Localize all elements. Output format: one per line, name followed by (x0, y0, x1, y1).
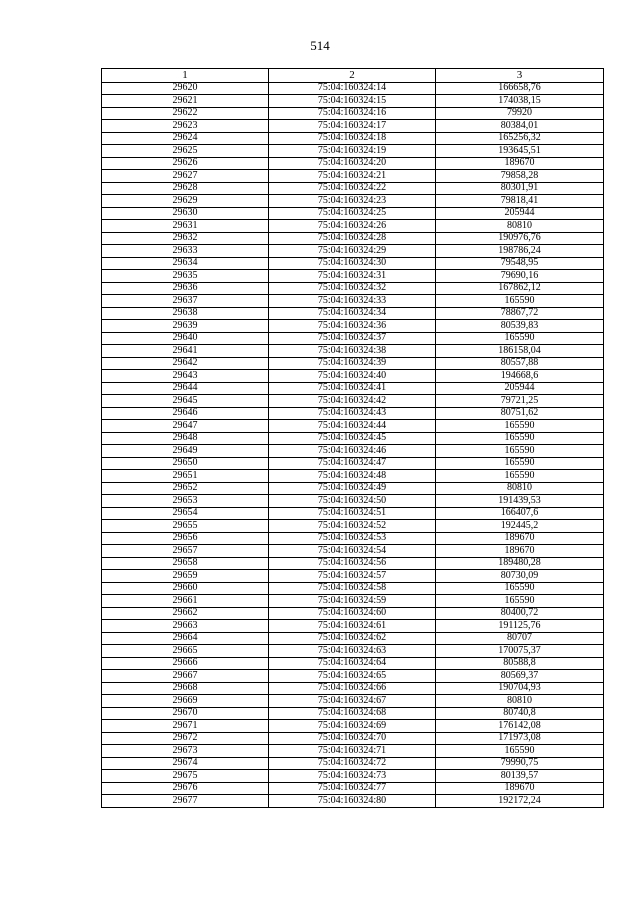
table-cell: 29645 (102, 395, 269, 408)
table-cell: 75:04:160324:41 (269, 382, 436, 395)
table-cell: 29632 (102, 232, 269, 245)
table-cell: 75:04:160324:38 (269, 345, 436, 358)
table-cell: 75:04:160324:48 (269, 470, 436, 483)
table-cell: 29664 (102, 632, 269, 645)
table-row (102, 507, 604, 520)
table-cell: 29661 (102, 595, 269, 608)
table-cell: 79858,28 (436, 170, 604, 183)
table-cell: 75:04:160324:53 (269, 532, 436, 545)
table-cell: 29628 (102, 182, 269, 195)
table-cell: 75:04:160324:73 (269, 770, 436, 783)
table-cell: 29646 (102, 407, 269, 420)
page-number: 514 (310, 38, 330, 53)
table-cell: 75:04:160324:22 (269, 182, 436, 195)
table-cell: 79990,75 (436, 757, 604, 770)
table-cell: 170075,37 (436, 645, 604, 658)
table-row (102, 107, 604, 120)
table-row (102, 357, 604, 370)
table-cell: 29624 (102, 132, 269, 145)
table-cell: 75:04:160324:34 (269, 307, 436, 320)
table-row (102, 232, 604, 245)
table-row (102, 632, 604, 645)
table-cell: 75:04:160324:60 (269, 607, 436, 620)
table-cell: 29643 (102, 370, 269, 383)
table-cell: 193645,51 (436, 145, 604, 158)
table-row (102, 270, 604, 283)
table-row (102, 120, 604, 133)
table-cell: 29633 (102, 245, 269, 258)
table-row (102, 757, 604, 770)
table-cell: 75:04:160324:66 (269, 682, 436, 695)
table-cell: 75:04:160324:19 (269, 145, 436, 158)
table-row (102, 670, 604, 683)
table-row (102, 395, 604, 408)
table-cell: 174038,15 (436, 95, 604, 108)
table-row (102, 570, 604, 583)
table-row (102, 770, 604, 783)
table-row (102, 482, 604, 495)
table-cell: 29621 (102, 95, 269, 108)
table-cell: 79721,25 (436, 395, 604, 408)
table-cell: 79548,95 (436, 257, 604, 270)
table-cell: 29653 (102, 495, 269, 508)
table-cell: 165590 (436, 470, 604, 483)
table-cell: 165256,32 (436, 132, 604, 145)
table-cell: 75:04:160324:46 (269, 445, 436, 458)
table-row (102, 470, 604, 483)
table-cell: 29626 (102, 157, 269, 170)
table-cell: 192172,24 (436, 795, 604, 808)
data-table (101, 68, 604, 808)
table-cell: 75:04:160324:47 (269, 457, 436, 470)
table-cell: 190704,93 (436, 682, 604, 695)
table-cell: 75:04:160324:77 (269, 782, 436, 795)
table-cell: 29670 (102, 707, 269, 720)
table-cell: 29671 (102, 720, 269, 733)
table-cell: 29622 (102, 107, 269, 120)
table-cell: 75:04:160324:42 (269, 395, 436, 408)
table-cell: 75:04:160324:70 (269, 732, 436, 745)
table-cell: 75:04:160324:68 (269, 707, 436, 720)
table-cell: 75:04:160324:58 (269, 582, 436, 595)
table-cell: 75:04:160324:30 (269, 257, 436, 270)
table-cell: 75:04:160324:28 (269, 232, 436, 245)
table-cell: 189670 (436, 545, 604, 558)
table-cell: 75:04:160324:25 (269, 207, 436, 220)
column-header: 3 (436, 69, 604, 83)
table-row (102, 82, 604, 95)
table-cell: 165590 (436, 457, 604, 470)
table-row (102, 145, 604, 158)
table-row (102, 95, 604, 108)
table-cell: 198786,24 (436, 245, 604, 258)
table-cell: 75:04:160324:17 (269, 120, 436, 133)
table-cell: 29649 (102, 445, 269, 458)
table-cell: 29666 (102, 657, 269, 670)
table-row (102, 220, 604, 233)
table-cell: 29644 (102, 382, 269, 395)
table-cell: 80384,01 (436, 120, 604, 133)
table-cell: 29676 (102, 782, 269, 795)
table-row (102, 720, 604, 733)
table-cell: 189670 (436, 782, 604, 795)
table-row (102, 132, 604, 145)
table-cell: 75:04:160324:62 (269, 632, 436, 645)
table-cell: 191439,53 (436, 495, 604, 508)
table-row (102, 582, 604, 595)
table-cell: 29648 (102, 432, 269, 445)
table-row (102, 370, 604, 383)
table-cell: 75:04:160324:16 (269, 107, 436, 120)
table-row (102, 432, 604, 445)
table-cell: 29674 (102, 757, 269, 770)
table-cell: 75:04:160324:18 (269, 132, 436, 145)
table-cell: 165590 (436, 420, 604, 433)
table-cell: 205944 (436, 207, 604, 220)
table-cell: 29667 (102, 670, 269, 683)
table-cell: 191125,76 (436, 620, 604, 633)
table-cell: 186158,04 (436, 345, 604, 358)
table-cell: 29623 (102, 120, 269, 133)
table-cell: 80588,8 (436, 657, 604, 670)
table-cell: 189670 (436, 532, 604, 545)
table-cell: 165590 (436, 445, 604, 458)
table-row (102, 607, 604, 620)
table-cell: 166658,76 (436, 82, 604, 95)
table-cell: 29634 (102, 257, 269, 270)
table-row (102, 595, 604, 608)
table-cell: 165590 (436, 432, 604, 445)
table-cell: 80810 (436, 220, 604, 233)
table-row (102, 195, 604, 208)
table-cell: 29650 (102, 457, 269, 470)
table-cell: 75:04:160324:65 (269, 670, 436, 683)
table-cell: 29659 (102, 570, 269, 583)
table-cell: 29658 (102, 557, 269, 570)
table-cell: 165590 (436, 295, 604, 308)
table-cell: 75:04:160324:44 (269, 420, 436, 433)
table-cell: 29668 (102, 682, 269, 695)
table-cell: 29673 (102, 745, 269, 758)
table-cell: 79690,16 (436, 270, 604, 283)
table-cell: 80730,09 (436, 570, 604, 583)
table-cell: 80810 (436, 482, 604, 495)
table-cell: 75:04:160324:21 (269, 170, 436, 183)
table-cell: 80740,8 (436, 707, 604, 720)
table-row (102, 445, 604, 458)
table-cell: 29630 (102, 207, 269, 220)
table-cell: 29660 (102, 582, 269, 595)
table-row (102, 782, 604, 795)
table-cell: 29657 (102, 545, 269, 558)
table-cell: 75:04:160324:67 (269, 695, 436, 708)
table-cell: 78867,72 (436, 307, 604, 320)
table-cell: 80139,57 (436, 770, 604, 783)
table-cell: 165590 (436, 745, 604, 758)
table-cell: 205944 (436, 382, 604, 395)
table-cell: 29655 (102, 520, 269, 533)
table-row (102, 307, 604, 320)
table-row (102, 245, 604, 258)
table-cell: 29672 (102, 732, 269, 745)
table-cell: 190976,76 (436, 232, 604, 245)
table-cell: 75:04:160324:64 (269, 657, 436, 670)
table-cell: 75:04:160324:29 (269, 245, 436, 258)
table-cell: 29642 (102, 357, 269, 370)
table-cell: 29635 (102, 270, 269, 283)
table-row (102, 282, 604, 295)
table-cell: 80569,37 (436, 670, 604, 683)
table-cell: 29638 (102, 307, 269, 320)
table-cell: 80539,83 (436, 320, 604, 333)
table-cell: 29665 (102, 645, 269, 658)
table-cell: 29639 (102, 320, 269, 333)
table-cell: 75:04:160324:26 (269, 220, 436, 233)
table-cell: 29625 (102, 145, 269, 158)
table-cell: 75:04:160324:50 (269, 495, 436, 508)
table-row (102, 257, 604, 270)
table-row (102, 295, 604, 308)
table-cell: 29656 (102, 532, 269, 545)
table-cell: 165590 (436, 332, 604, 345)
table-row (102, 320, 604, 333)
table-cell: 29636 (102, 282, 269, 295)
table-cell: 75:04:160324:20 (269, 157, 436, 170)
table-cell: 75:04:160324:52 (269, 520, 436, 533)
table-cell: 75:04:160324:71 (269, 745, 436, 758)
table-cell: 29631 (102, 220, 269, 233)
table-cell: 29629 (102, 195, 269, 208)
table-cell: 29620 (102, 82, 269, 95)
table-cell: 75:04:160324:39 (269, 357, 436, 370)
table-row (102, 345, 604, 358)
table-cell: 80810 (436, 695, 604, 708)
table-cell: 75:04:160324:80 (269, 795, 436, 808)
table-cell: 75:04:160324:43 (269, 407, 436, 420)
table-cell: 75:04:160324:32 (269, 282, 436, 295)
table-row (102, 532, 604, 545)
table-cell: 75:04:160324:31 (269, 270, 436, 283)
table-cell: 29677 (102, 795, 269, 808)
table-cell: 29651 (102, 470, 269, 483)
table-row (102, 645, 604, 658)
table-row (102, 207, 604, 220)
table-cell: 75:04:160324:14 (269, 82, 436, 95)
table-cell: 171973,08 (436, 732, 604, 745)
table-body (102, 82, 604, 807)
table-cell: 165590 (436, 595, 604, 608)
table-cell: 75:04:160324:72 (269, 757, 436, 770)
table-row (102, 557, 604, 570)
table-cell: 79818,41 (436, 195, 604, 208)
table-cell: 75:04:160324:40 (269, 370, 436, 383)
table-row (102, 682, 604, 695)
table-cell: 75:04:160324:23 (269, 195, 436, 208)
table-row (102, 745, 604, 758)
table-cell: 166407,6 (436, 507, 604, 520)
table-cell: 80301,91 (436, 182, 604, 195)
table-cell: 80751,62 (436, 407, 604, 420)
table-cell: 29627 (102, 170, 269, 183)
table-cell: 29637 (102, 295, 269, 308)
table-row (102, 795, 604, 808)
table-row (102, 695, 604, 708)
table-cell: 80707 (436, 632, 604, 645)
table-row (102, 620, 604, 633)
table-cell: 189480,28 (436, 557, 604, 570)
table-cell: 29640 (102, 332, 269, 345)
table-cell: 176142,08 (436, 720, 604, 733)
table-row (102, 657, 604, 670)
table-cell: 75:04:160324:33 (269, 295, 436, 308)
table-cell: 75:04:160324:57 (269, 570, 436, 583)
table-cell: 165590 (436, 582, 604, 595)
table-row (102, 382, 604, 395)
table-cell: 75:04:160324:54 (269, 545, 436, 558)
table-cell: 29662 (102, 607, 269, 620)
table-row (102, 520, 604, 533)
table-row (102, 170, 604, 183)
table-cell: 29669 (102, 695, 269, 708)
table-cell: 75:04:160324:59 (269, 595, 436, 608)
table-cell: 75:04:160324:69 (269, 720, 436, 733)
table-row (102, 707, 604, 720)
table-cell: 192445,2 (436, 520, 604, 533)
column-header: 1 (102, 69, 269, 83)
table-cell: 29647 (102, 420, 269, 433)
table-cell: 75:04:160324:15 (269, 95, 436, 108)
table-cell: 75:04:160324:51 (269, 507, 436, 520)
table-cell: 29641 (102, 345, 269, 358)
table-row (102, 157, 604, 170)
table-cell: 29663 (102, 620, 269, 633)
table-cell: 194668,6 (436, 370, 604, 383)
table-row (102, 182, 604, 195)
table-row (102, 332, 604, 345)
table-cell: 75:04:160324:45 (269, 432, 436, 445)
table-cell: 75:04:160324:61 (269, 620, 436, 633)
table-row (102, 457, 604, 470)
table-cell: 75:04:160324:56 (269, 557, 436, 570)
table-row (102, 545, 604, 558)
table-header-row (102, 69, 604, 83)
table-cell: 80400,72 (436, 607, 604, 620)
table-cell: 75:04:160324:36 (269, 320, 436, 333)
table-cell: 29675 (102, 770, 269, 783)
table-cell: 75:04:160324:63 (269, 645, 436, 658)
table-row (102, 407, 604, 420)
table-cell: 80557,88 (436, 357, 604, 370)
table-cell: 167862,12 (436, 282, 604, 295)
table-cell: 29654 (102, 507, 269, 520)
column-header: 2 (269, 69, 436, 83)
table-cell: 75:04:160324:49 (269, 482, 436, 495)
table-row (102, 732, 604, 745)
table-row (102, 495, 604, 508)
table-cell: 189670 (436, 157, 604, 170)
table-row (102, 420, 604, 433)
table-cell: 75:04:160324:37 (269, 332, 436, 345)
table-cell: 79920 (436, 107, 604, 120)
table-cell: 29652 (102, 482, 269, 495)
